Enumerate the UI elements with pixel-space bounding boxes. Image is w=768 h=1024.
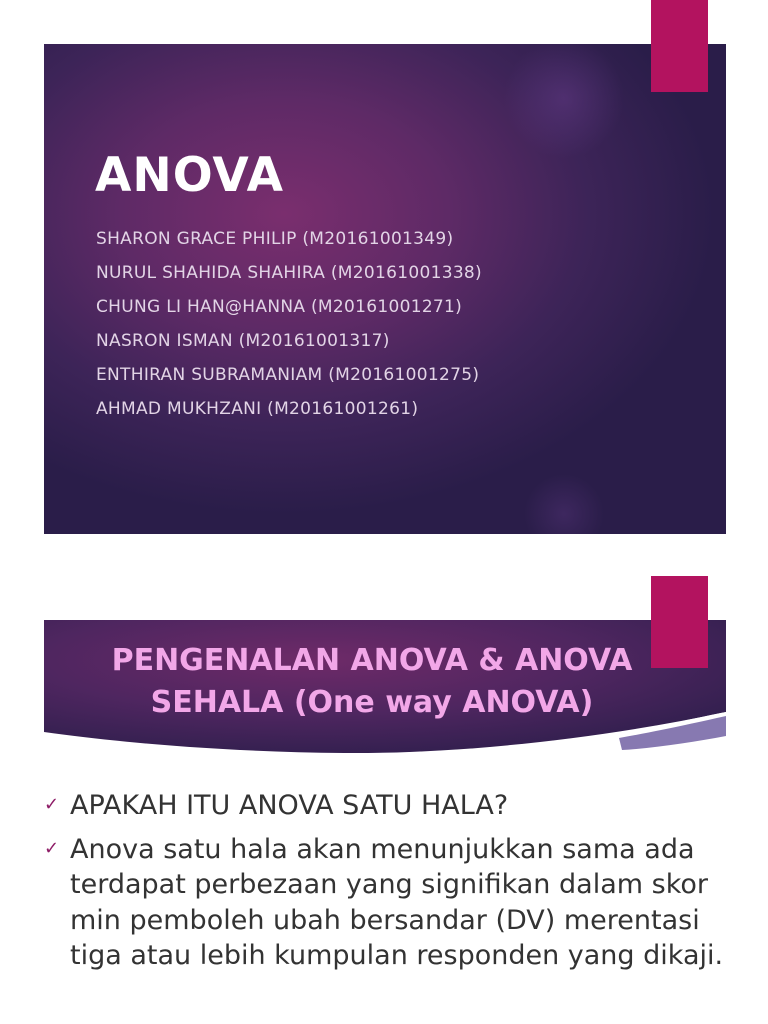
section-title-line1: PENGENALAN ANOVA & ANOVA — [111, 643, 633, 678]
accent-bar — [651, 576, 708, 668]
bullet-item — [44, 832, 744, 974]
author-list — [96, 222, 482, 426]
author-item: AHMAD MUKHZANI (M20161001261) — [96, 399, 419, 419]
author-item: ENTHIRAN SUBRAMANIAM (M20161001275) — [96, 365, 480, 385]
author-item: CHUNG LI HAN@HANNA (M20161001271) — [96, 297, 463, 317]
checkmark-icon: ✓ — [44, 837, 60, 859]
bullet-list — [44, 788, 744, 982]
section-title — [44, 640, 700, 724]
bullet-text: APAKAH ITU ANOVA SATU HALA? — [70, 790, 509, 821]
author-item: NASRON ISMAN (M20161001317) — [96, 331, 390, 351]
accent-bar — [651, 0, 708, 92]
section-header — [44, 620, 726, 754]
checkmark-icon: ✓ — [44, 794, 60, 815]
bullet-item — [44, 788, 744, 824]
author-item: NURUL SHAHIDA SHAHIRA (M20161001338) — [96, 263, 482, 283]
title-slide — [44, 44, 726, 534]
bullet-text: Anova satu hala akan menunjukkan sama ada terdapat perbezaan yang signifikan dalam skor min pemboleh ubah bersandar (DV) merentasi tiga atau lebih kumpulan responden yang dikaji. — [70, 833, 724, 971]
slide-title: ANOVA — [95, 148, 284, 203]
author-item: SHARON GRACE PHILIP (M20161001349) — [96, 229, 454, 249]
section-title-line2: SEHALA (One way ANOVA) — [150, 685, 594, 720]
